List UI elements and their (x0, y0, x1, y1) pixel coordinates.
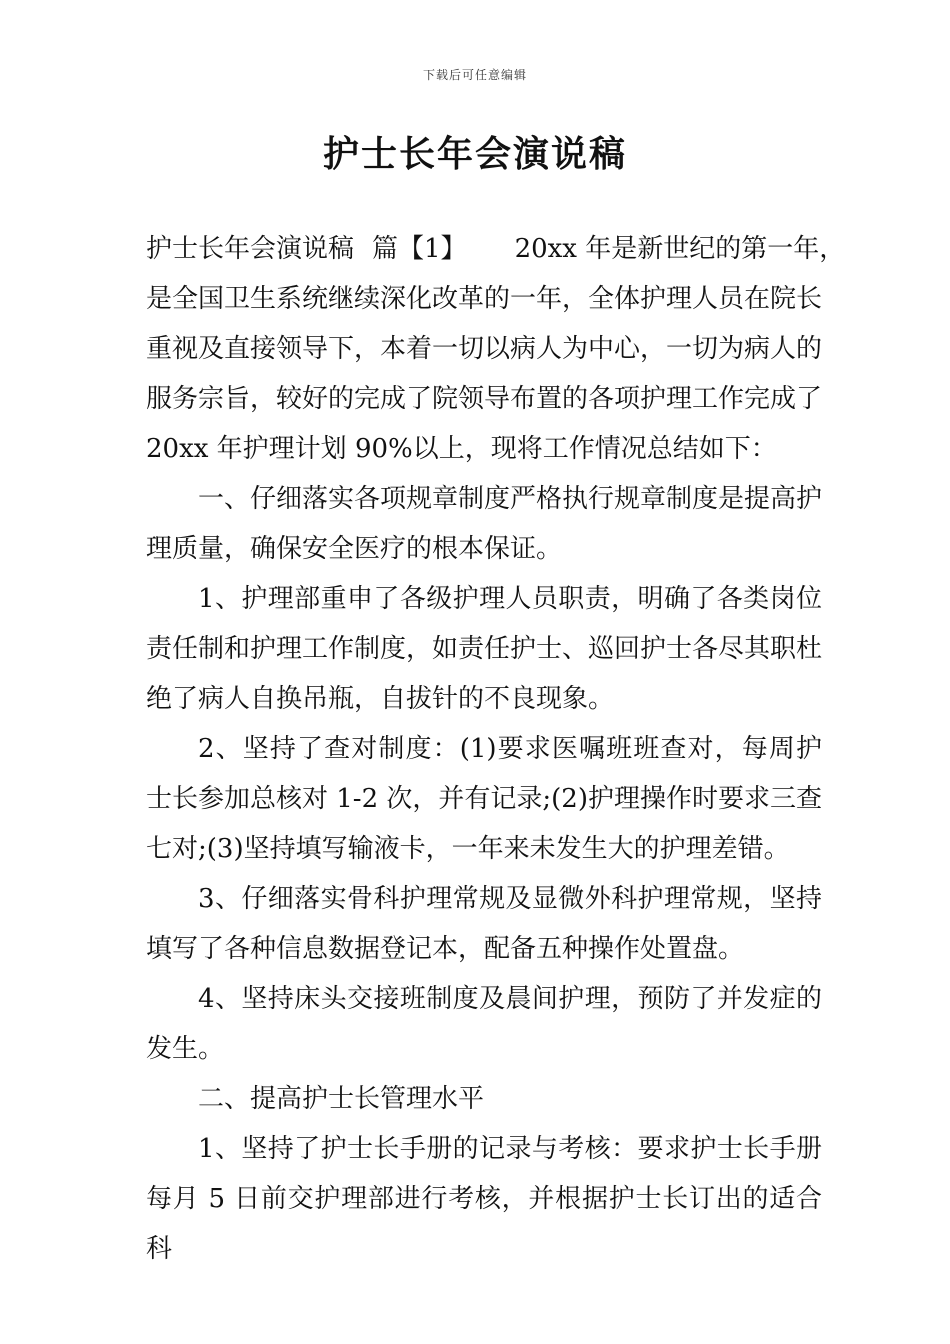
intro-first-line-rest: 20xx 年是新世纪的第一年， (514, 234, 846, 264)
intro-first-line (146, 224, 846, 274)
paragraph-section-2: 二、提高护士长管理水平 (198, 1084, 485, 1114)
paragraph-item-2: 2、坚持了查对制度：(1)要求医嘱班班查对，每周护士长参加总核对 1-2 次，并有记录;(2)护理操作时要求三查七对;(3)坚持填写输液卡，一年来未发生大的护理差错。 (146, 734, 822, 864)
intro-heading: 护士长年会演说稿 (146, 234, 355, 264)
paragraph-section-2-item-1: 1、坚持了护士长手册的记录与考核：要求护士长手册每月 5 日前交护理部进行考核，并根据护士长订出的适合科 (146, 1134, 822, 1264)
document-title: 护士长年会演说稿 (322, 133, 627, 175)
intro-paragraph: 是全国卫生系统继续深化改革的一年，全体护理人员在院长重视及直接领导下，本着一切以病人为中心，一切为病人的服务宗旨，较好的完成了院领导布置的各项护理工作完成了 20xx 年护理计划 90%以上，现将工作情况总结如下： (146, 284, 823, 464)
document-body (146, 224, 846, 1274)
header-note: 下载后可任意编辑 (422, 68, 527, 82)
paragraph-section-1: 一、仔细落实各项规章制度严格执行规章制度是提高护理质量，确保安全医疗的根本保证。 (146, 484, 823, 564)
intro-part-label: 篇【1】 (372, 234, 467, 264)
paragraph-item-3: 3、仔细落实骨科护理常规及显微外科护理常规，坚持填写了各种信息数据登记本，配备五种操作处置盘。 (146, 884, 822, 964)
paragraph-item-1: 1、护理部重申了各级护理人员职责，明确了各类岗位责任制和护理工作制度，如责任护士、巡回护士各尽其职杜绝了病人自换吊瓶，自拔针的不良现象。 (146, 584, 823, 714)
paragraph-item-4: 4、坚持床头交接班制度及晨间护理，预防了并发症的发生。 (146, 984, 822, 1064)
